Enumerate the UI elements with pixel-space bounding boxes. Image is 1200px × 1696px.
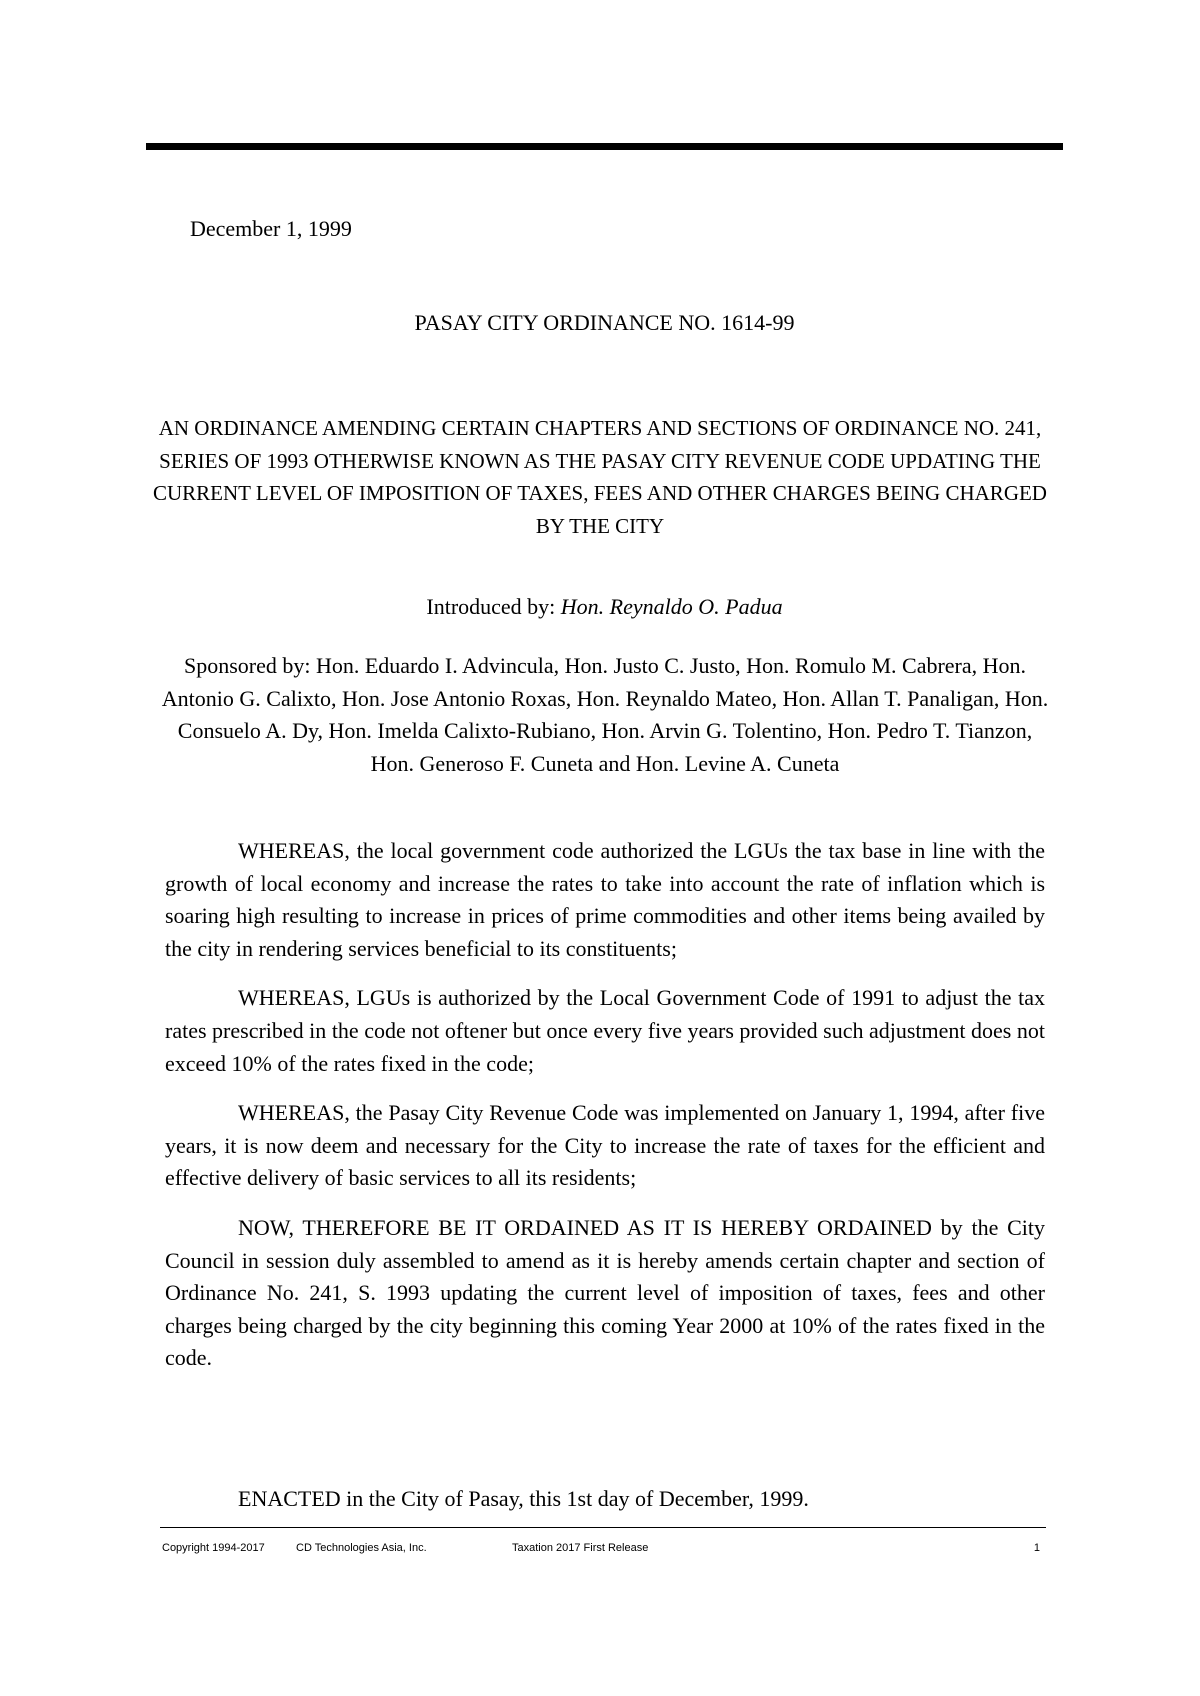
footer-rule (160, 1527, 1046, 1528)
introduced-by (146, 592, 1063, 622)
ordinance-number: PASAY CITY ORDINANCE NO. 1614-99 (414, 310, 795, 335)
header-rule (146, 143, 1063, 150)
document-date: December 1, 1999 (190, 216, 352, 241)
footer-release: Taxation 2017 First Release (512, 1542, 649, 1554)
footer-copyright: Copyright 1994-2017 (162, 1542, 265, 1554)
whereas-clause-2: WHEREAS, LGUs is authorized by the Local Government Code of 1991 to adjust the tax rates prescribed in the code not oftener but once every five years provided such adjustment does not exceed 10% of the rates fixed in the code; (165, 985, 1045, 1076)
ordinance-title: AN ORDINANCE AMENDING CERTAIN CHAPTERS AND SECTIONS OF ORDINANCE NO. 241, SERIES OF 1993 OTHERWISE KNOWN AS THE PASAY CITY REVENUE CODE UPDATING THE CURRENT LEVEL OF IMPOSITION OF TAXES, FEES AND OTHER CHARGES BEING CHARGED BY THE CITY (153, 416, 1047, 538)
clauses (165, 835, 1045, 1392)
sponsored-by: Sponsored by: Hon. Eduardo I. Advincula, Hon. Justo C. Justo, Hon. Romulo M. Cabrera, Hon. Antonio G. Calixto, Hon. Jose Antonio Roxas, Hon. Reynaldo Mateo, Hon. Allan T. Panaligan, Hon. Consuelo A. Dy, Hon. Imelda Calixto-Rubiano, Hon. Arvin G. Tolentino, Hon. Pedro T. Tianzon, Hon. Generoso F. Cuneta and Hon. Levine A. Cuneta (161, 653, 1049, 776)
introduced-label: Introduced by: (426, 594, 556, 619)
page-footer (160, 1540, 1046, 1556)
enacted-statement: ENACTED in the City of Pasay, this 1st day of December, 1999. (238, 1486, 809, 1511)
introducer-name: Hon. Reynaldo O. Padua (560, 594, 783, 619)
ordaining-clause: NOW, THEREFORE BE IT ORDAINED AS IT IS HEREBY ORDAINED by the City Council in session duly assembled to amend as it is hereby amends certain chapter and section of Ordinance No. 241, S. 1993 updating the current level of imposition of taxes, fees and other charges being charged by the city beginning this coming Year 2000 at 10% of the rates fixed in the code. (165, 1214, 1045, 1371)
footer-company: CD Technologies Asia, Inc. (296, 1542, 427, 1554)
whereas-clause-1: WHEREAS, the local government code authorized the LGUs the tax base in line with the growth of local economy and increase the rates to take into account the rate of inflation which is soaring high resulting to increase in prices of prime commodities and other items being availed by the city in rendering services beneficial to its constituents; (165, 838, 1045, 961)
page-number: 1 (1033, 1542, 1040, 1554)
whereas-clause-3: WHEREAS, the Pasay City Revenue Code was implemented on January 1, 1994, after five years, it is now deem and necessary for the City to increase the rate of taxes for the efficient and effective delivery of basic services to all its residents; (165, 1100, 1045, 1191)
